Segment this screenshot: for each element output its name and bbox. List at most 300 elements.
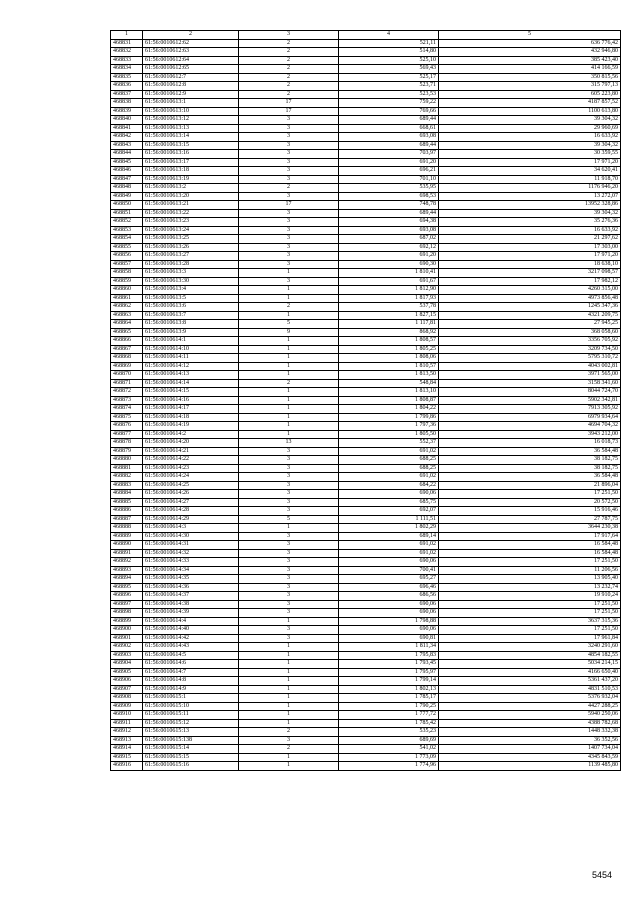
table-cell-col2: 61:56:0010613:6 [143, 303, 239, 312]
table-cell-col2: 61:56:0010613:22 [143, 209, 239, 218]
table-row [111, 532, 621, 541]
table-cell-col2: 61:56:0010614:32 [143, 549, 239, 558]
table-row [111, 498, 621, 507]
table-cell-col5: 4854 182,55 [439, 651, 621, 660]
table-cell-col3: 3 [239, 549, 339, 558]
table-cell-col2: 61:56:0010614:7 [143, 668, 239, 677]
table-row [111, 124, 621, 133]
table-cell-col3: 3 [239, 192, 339, 201]
table-cell-col2: 61:56:0010614:18 [143, 413, 239, 422]
table-cell-col4: 700,41 [339, 566, 439, 575]
table-row [111, 728, 621, 737]
table-cell-col2: 61:56:0010614:4 [143, 617, 239, 626]
table-cell-col5: 36 584,48 [439, 473, 621, 482]
table-row [111, 396, 621, 405]
table-cell-col3: 3 [239, 116, 339, 125]
table-cell-col3: 1 [239, 524, 339, 533]
table-cell-col3: 1 [239, 422, 339, 431]
table-cell-col2: 61:56:0010613:1 [143, 99, 239, 108]
table-cell-col5: 4388 782,68 [439, 719, 621, 728]
table-cell-col3: 2 [239, 56, 339, 65]
table-cell-col3: 3 [239, 481, 339, 490]
table-cell-col1: 468878 [111, 439, 143, 448]
table-cell-col3: 3 [239, 141, 339, 150]
table-cell-col3: 2 [239, 745, 339, 754]
table-cell-col4: 693,08 [339, 133, 439, 142]
table-cell-col5: 5376 932,04 [439, 694, 621, 703]
table-cell-col1: 468908 [111, 694, 143, 703]
table-cell-col3: 1 [239, 388, 339, 397]
table-cell-col4: 1 785,17 [339, 694, 439, 703]
table-row [111, 753, 621, 762]
table-cell-col4: 689,69 [339, 736, 439, 745]
table-cell-col5: 1407 734,04 [439, 745, 621, 754]
table-row [111, 184, 621, 193]
table-cell-col3: 3 [239, 235, 339, 244]
table-cell-col5: 18 638,10 [439, 260, 621, 269]
table-cell-col1: 468915 [111, 753, 143, 762]
table-cell-col2: 61:56:0010613:10 [143, 107, 239, 116]
table-cell-col3: 3 [239, 592, 339, 601]
table-cell-col3: 5 [239, 515, 339, 524]
table-cell-col2: 61:56:0010614:26 [143, 490, 239, 499]
table-row [111, 311, 621, 320]
table-cell-col1: 468849 [111, 192, 143, 201]
table-cell-col2: 61:56:0010613:14 [143, 133, 239, 142]
table-row [111, 405, 621, 414]
table-cell-col5: 17 971,20 [439, 252, 621, 261]
table-cell-col4: 1 804,22 [339, 405, 439, 414]
table-row [111, 439, 621, 448]
table-cell-col1: 468837 [111, 90, 143, 99]
table-cell-col3: 1 [239, 719, 339, 728]
table-cell-col4: 1 812,90 [339, 286, 439, 295]
table-row [111, 668, 621, 677]
table-cell-col2: 61:56:0010614:27 [143, 498, 239, 507]
table-cell-col2: 61:56:0010612:62 [143, 39, 239, 48]
table-cell-col1: 468856 [111, 252, 143, 261]
table-cell-col1: 468871 [111, 379, 143, 388]
table-cell-col5: 21 297,62 [439, 235, 621, 244]
table-cell-col3: 1 [239, 354, 339, 363]
table-cell-col1: 468874 [111, 405, 143, 414]
table-cell-col2: 61:56:0010614:20 [143, 439, 239, 448]
table-cell-col1: 468836 [111, 82, 143, 91]
table-cell-col1: 468897 [111, 600, 143, 609]
table-cell-col4: 690,06 [339, 558, 439, 567]
table-cell-col2: 61:56:0010615:138 [143, 736, 239, 745]
table-cell-col1: 468864 [111, 320, 143, 329]
table-cell-col1: 468848 [111, 184, 143, 193]
table-cell-col5: 15 916,46 [439, 507, 621, 516]
table-cell-col5: 16 633,92 [439, 133, 621, 142]
table-cell-col2: 61:56:0010614:38 [143, 600, 239, 609]
table-cell-col3: 2 [239, 184, 339, 193]
table-cell-col1: 468865 [111, 328, 143, 337]
table-cell-col4: 552,37 [339, 439, 439, 448]
table-cell-col5: 39 304,32 [439, 141, 621, 150]
table-cell-col1: 468910 [111, 711, 143, 720]
table-cell-col5: 1448 332,38 [439, 728, 621, 737]
table-cell-col3: 3 [239, 150, 339, 159]
table-cell-col3: 3 [239, 218, 339, 227]
table-row [111, 243, 621, 252]
table-cell-col4: 691,20 [339, 252, 439, 261]
table-cell-col1: 468914 [111, 745, 143, 754]
table-cell-col3: 1 [239, 753, 339, 762]
table-row [111, 524, 621, 533]
table-cell-col1: 468835 [111, 73, 143, 82]
table-cell-col2: 61:56:0010613:9 [143, 328, 239, 337]
table-cell-col4: 1 773,09 [339, 753, 439, 762]
table-cell-col5: 20 572,50 [439, 498, 621, 507]
table-cell-col5: 16 584,48 [439, 549, 621, 558]
table-cell-col1: 468891 [111, 549, 143, 558]
table-cell-col4: 690,06 [339, 609, 439, 618]
table-cell-col4: 684,22 [339, 481, 439, 490]
table-row [111, 609, 621, 618]
table-cell-col3: 1 [239, 345, 339, 354]
table-row [111, 167, 621, 176]
table-cell-col3: 1 [239, 711, 339, 720]
table-cell-col1: 468901 [111, 634, 143, 643]
table-row [111, 150, 621, 159]
table-cell-col3: 1 [239, 660, 339, 669]
table-cell-col1: 468839 [111, 107, 143, 116]
table-cell-col5: 38 182,75 [439, 464, 621, 473]
table-cell-col5: 17 961,84 [439, 634, 621, 643]
table-cell-col5: 1245 347,36 [439, 303, 621, 312]
table-cell-col2: 61:56:0010615:16 [143, 762, 239, 771]
table-cell-col4: 668,61 [339, 124, 439, 133]
table-cell-col3: 2 [239, 379, 339, 388]
table-cell-col1: 468879 [111, 447, 143, 456]
table-cell-col3: 1 [239, 405, 339, 414]
table-cell-col3: 1 [239, 371, 339, 380]
table-cell-col1: 468872 [111, 388, 143, 397]
table-cell-col2: 61:56:0010613:13 [143, 124, 239, 133]
table-cell-col3: 1 [239, 396, 339, 405]
table-cell-col2: 61:56:0010614:30 [143, 532, 239, 541]
table-cell-col2: 61:56:0010613:19 [143, 175, 239, 184]
table-row [111, 651, 621, 660]
table-row [111, 379, 621, 388]
table-row [111, 90, 621, 99]
table-cell-col3: 1 [239, 413, 339, 422]
table-cell-col2: 61:56:0010613:8 [143, 320, 239, 329]
table-cell-col2: 61:56:0010612:7 [143, 73, 239, 82]
table-cell-col5: 17 251,50 [439, 600, 621, 609]
table-cell-col2: 61:56:0010615:15 [143, 753, 239, 762]
table-cell-col4: 1 810,57 [339, 362, 439, 371]
table-cell-col3: 3 [239, 473, 339, 482]
table-cell-col5: 414 166,59 [439, 65, 621, 74]
table-cell-col1: 468858 [111, 269, 143, 278]
table-cell-col5: 350 815,56 [439, 73, 621, 82]
table-cell-col2: 61:56:0010613:25 [143, 235, 239, 244]
table-cell-col5: 5361 437,20 [439, 677, 621, 686]
table-cell-col2: 61:56:0010614:19 [143, 422, 239, 431]
table-cell-col3: 2 [239, 48, 339, 57]
table-cell-col1: 468882 [111, 473, 143, 482]
table-cell-col2: 61:56:0010614:40 [143, 626, 239, 635]
table-cell-col1: 468893 [111, 566, 143, 575]
table-row [111, 192, 621, 201]
table-cell-col4: 690,06 [339, 626, 439, 635]
table-cell-col4: 537,78 [339, 303, 439, 312]
table-cell-col3: 1 [239, 677, 339, 686]
table-cell-col3: 3 [239, 447, 339, 456]
table-cell-col4: 1 802,13 [339, 685, 439, 694]
table-row [111, 626, 621, 635]
table-cell-col2: 61:56:0010613:3 [143, 269, 239, 278]
table-cell-col4: 525,17 [339, 73, 439, 82]
table-cell-col5: 13 905,40 [439, 575, 621, 584]
table-cell-col4: 690,81 [339, 634, 439, 643]
table-row [111, 320, 621, 329]
table-row [111, 252, 621, 261]
table-cell-col5: 13952 328,86 [439, 201, 621, 210]
table-cell-col4: 690,30 [339, 260, 439, 269]
table-cell-col5: 4973 856,48 [439, 294, 621, 303]
table-cell-col5: 636 776,42 [439, 39, 621, 48]
table-cell-col5: 3943 212,00 [439, 430, 621, 439]
table-cell-col2: 61:56:0010614:33 [143, 558, 239, 567]
table-cell-col5: 4427 288,25 [439, 702, 621, 711]
table-cell-col2: 61:56:0010615:13 [143, 728, 239, 737]
table-cell-col5: 17 917,64 [439, 532, 621, 541]
table-cell-col5: 11 206,56 [439, 566, 621, 575]
table-cell-col2: 61:56:0010614:31 [143, 541, 239, 550]
table-cell-col2: 61:56:0010613:17 [143, 158, 239, 167]
table-cell-col3: 3 [239, 600, 339, 609]
table-row [111, 736, 621, 745]
table-cell-col1: 468890 [111, 541, 143, 550]
table-row [111, 116, 621, 125]
table-cell-col4: 1 777,72 [339, 711, 439, 720]
table-cell-col2: 61:56:0010615:14 [143, 745, 239, 754]
table-cell-col5: 17 251,50 [439, 626, 621, 635]
table-cell-col3: 17 [239, 99, 339, 108]
table-row [111, 634, 621, 643]
table-cell-col4: 695,27 [339, 575, 439, 584]
table-cell-col1: 468834 [111, 65, 143, 74]
table-cell-col5: 19 910,24 [439, 592, 621, 601]
table-cell-col5: 4187 857,52 [439, 99, 621, 108]
table-cell-col4: 569,43 [339, 65, 439, 74]
table-cell-col5: 432 946,80 [439, 48, 621, 57]
table-row [111, 541, 621, 550]
table-cell-col3: 3 [239, 124, 339, 133]
table-cell-col4: 514,80 [339, 48, 439, 57]
table-row [111, 209, 621, 218]
table-cell-col4: 698,53 [339, 192, 439, 201]
table-cell-col5: 368 058,60 [439, 328, 621, 337]
table-cell-col4: 1 827,15 [339, 311, 439, 320]
table-row [111, 413, 621, 422]
table-cell-col4: 691,02 [339, 473, 439, 482]
table-cell-col2: 61:56:0010614:23 [143, 464, 239, 473]
table-cell-col1: 468850 [111, 201, 143, 210]
table-cell-col2: 61:56:0010614:2 [143, 430, 239, 439]
table-cell-col3: 3 [239, 167, 339, 176]
table-cell-col5: 3356 705,92 [439, 337, 621, 346]
table-cell-col2: 61:56:0010614:10 [143, 345, 239, 354]
table-cell-col5: 385 423,40 [439, 56, 621, 65]
table-cell-col3: 3 [239, 634, 339, 643]
table-cell-col4: 689,44 [339, 116, 439, 125]
table-cell-col1: 468881 [111, 464, 143, 473]
table-cell-col1: 468870 [111, 371, 143, 380]
table-cell-col2: 61:56:0010614:15 [143, 388, 239, 397]
table-cell-col4: 691,67 [339, 277, 439, 286]
table-cell-col2: 61:56:0010613:5 [143, 294, 239, 303]
table-row [111, 260, 621, 269]
table-cell-col5: 1100 613,80 [439, 107, 621, 116]
table-cell-col4: 868,92 [339, 328, 439, 337]
table-cell-col4: 689,44 [339, 141, 439, 150]
table-cell-col4: 1 799,14 [339, 677, 439, 686]
table-row [111, 82, 621, 91]
table-cell-col2: 61:56:0010615:12 [143, 719, 239, 728]
table-cell-col3: 3 [239, 609, 339, 618]
table-cell-col5: 13 232,74 [439, 583, 621, 592]
table-row [111, 694, 621, 703]
table-cell-col4: 690,06 [339, 600, 439, 609]
table-cell-col3: 3 [239, 558, 339, 567]
table-cell-col5: 1176 946,20 [439, 184, 621, 193]
table-cell-col1: 468869 [111, 362, 143, 371]
table-cell-col4: 748,78 [339, 201, 439, 210]
table-cell-col4: 689,14 [339, 532, 439, 541]
table-row [111, 762, 621, 771]
table-cell-col5: 6979 934,64 [439, 413, 621, 422]
table-cell-col5: 16 633,92 [439, 226, 621, 235]
table-cell-col3: 9 [239, 328, 339, 337]
table-cell-col5: 5034 214,15 [439, 660, 621, 669]
table-cell-col3: 2 [239, 39, 339, 48]
table-cell-col5: 4321 209,75 [439, 311, 621, 320]
table-cell-col3: 1 [239, 762, 339, 771]
table-row [111, 600, 621, 609]
table-cell-col1: 468886 [111, 507, 143, 516]
table-row [111, 294, 621, 303]
table-row [111, 371, 621, 380]
table-cell-col4: 1 795,97 [339, 668, 439, 677]
table-cell-col3: 3 [239, 456, 339, 465]
table-cell-col5: 4345 843,59 [439, 753, 621, 762]
table-cell-col2: 61:56:0010615:11 [143, 711, 239, 720]
table-cell-col2: 61:56:0010613:4 [143, 286, 239, 295]
table-cell-col5: 39 304,32 [439, 116, 621, 125]
table-cell-col5: 3971 565,00 [439, 371, 621, 380]
table-cell-col3: 1 [239, 269, 339, 278]
table-cell-col4: 1 817,93 [339, 294, 439, 303]
table-cell-col1: 468905 [111, 668, 143, 677]
table-cell-col2: 61:56:0010613:16 [143, 150, 239, 159]
table-cell-col2: 61:56:0010613:26 [143, 243, 239, 252]
table-cell-col5: 1139 485,80 [439, 762, 621, 771]
table-cell-col3: 17 [239, 107, 339, 116]
table-cell-col4: 703,97 [339, 150, 439, 159]
table-cell-col5: 39 304,32 [439, 209, 621, 218]
table-cell-col2: 61:56:0010614:39 [143, 609, 239, 618]
table-cell-col5: 4694 704,32 [439, 422, 621, 431]
table-cell-col5: 16 584,48 [439, 541, 621, 550]
table-row [111, 473, 621, 482]
table-row [111, 73, 621, 82]
table-row [111, 456, 621, 465]
table-cell-col4: 1 111,51 [339, 515, 439, 524]
table-cell-col1: 468862 [111, 303, 143, 312]
table-row [111, 430, 621, 439]
table-cell-col2: 61:56:0010614:36 [143, 583, 239, 592]
table-cell-col2: 61:56:0010612:64 [143, 56, 239, 65]
table-cell-col5: 29 960,69 [439, 124, 621, 133]
table-row [111, 422, 621, 431]
table-header-row [111, 31, 621, 40]
table-row [111, 337, 621, 346]
table-cell-col1: 468903 [111, 651, 143, 660]
table-cell-col4: 687,02 [339, 235, 439, 244]
table-cell-col3: 3 [239, 133, 339, 142]
table-cell-col3: 1 [239, 702, 339, 711]
table-cell-col1: 468832 [111, 48, 143, 57]
table-cell-col3: 1 [239, 311, 339, 320]
table-cell-col2: 61:56:0010614:5 [143, 651, 239, 660]
table-cell-col1: 468900 [111, 626, 143, 635]
table-cell-col4: 1 808,57 [339, 337, 439, 346]
table-cell-col3: 1 [239, 430, 339, 439]
table-row [111, 218, 621, 227]
table-cell-col5: 17 251,50 [439, 609, 621, 618]
table-cell-col2: 61:56:0010613:27 [143, 252, 239, 261]
table-cell-col2: 61:56:0010614:11 [143, 354, 239, 363]
table-cell-col4: 535,95 [339, 184, 439, 193]
table-cell-col4: 688,25 [339, 456, 439, 465]
table-cell-col2: 61:56:0010613:18 [143, 167, 239, 176]
table-body [111, 39, 621, 770]
table-cell-col4: 1 793,45 [339, 660, 439, 669]
table-cell-col2: 61:56:0010612:63 [143, 48, 239, 57]
table-cell-col1: 468847 [111, 175, 143, 184]
table-cell-col2: 61:56:0010614:6 [143, 660, 239, 669]
table-cell-col5: 36 352,56 [439, 736, 621, 745]
table-cell-col5: 5902 342,81 [439, 396, 621, 405]
table-cell-col1: 468877 [111, 430, 143, 439]
column-header-1: 1 [111, 31, 143, 40]
table-cell-col4: 1 117,81 [339, 320, 439, 329]
table-cell-col4: 692,07 [339, 507, 439, 516]
table-row [111, 660, 621, 669]
table-cell-col1: 468868 [111, 354, 143, 363]
table-cell-col3: 1 [239, 286, 339, 295]
table-row [111, 201, 621, 210]
table-cell-col2: 61:56:0010614:34 [143, 566, 239, 575]
table-cell-col3: 3 [239, 490, 339, 499]
table-cell-col5: 11 918,70 [439, 175, 621, 184]
table-cell-col1: 468859 [111, 277, 143, 286]
table-cell-col2: 61:56:0010613:28 [143, 260, 239, 269]
table-row [111, 99, 621, 108]
table-cell-col1: 468894 [111, 575, 143, 584]
table-cell-col1: 468854 [111, 235, 143, 244]
table-row [111, 286, 621, 295]
table-cell-col2: 61:56:0010614:25 [143, 481, 239, 490]
table-cell-col1: 468913 [111, 736, 143, 745]
table-row [111, 685, 621, 694]
table-row [111, 447, 621, 456]
